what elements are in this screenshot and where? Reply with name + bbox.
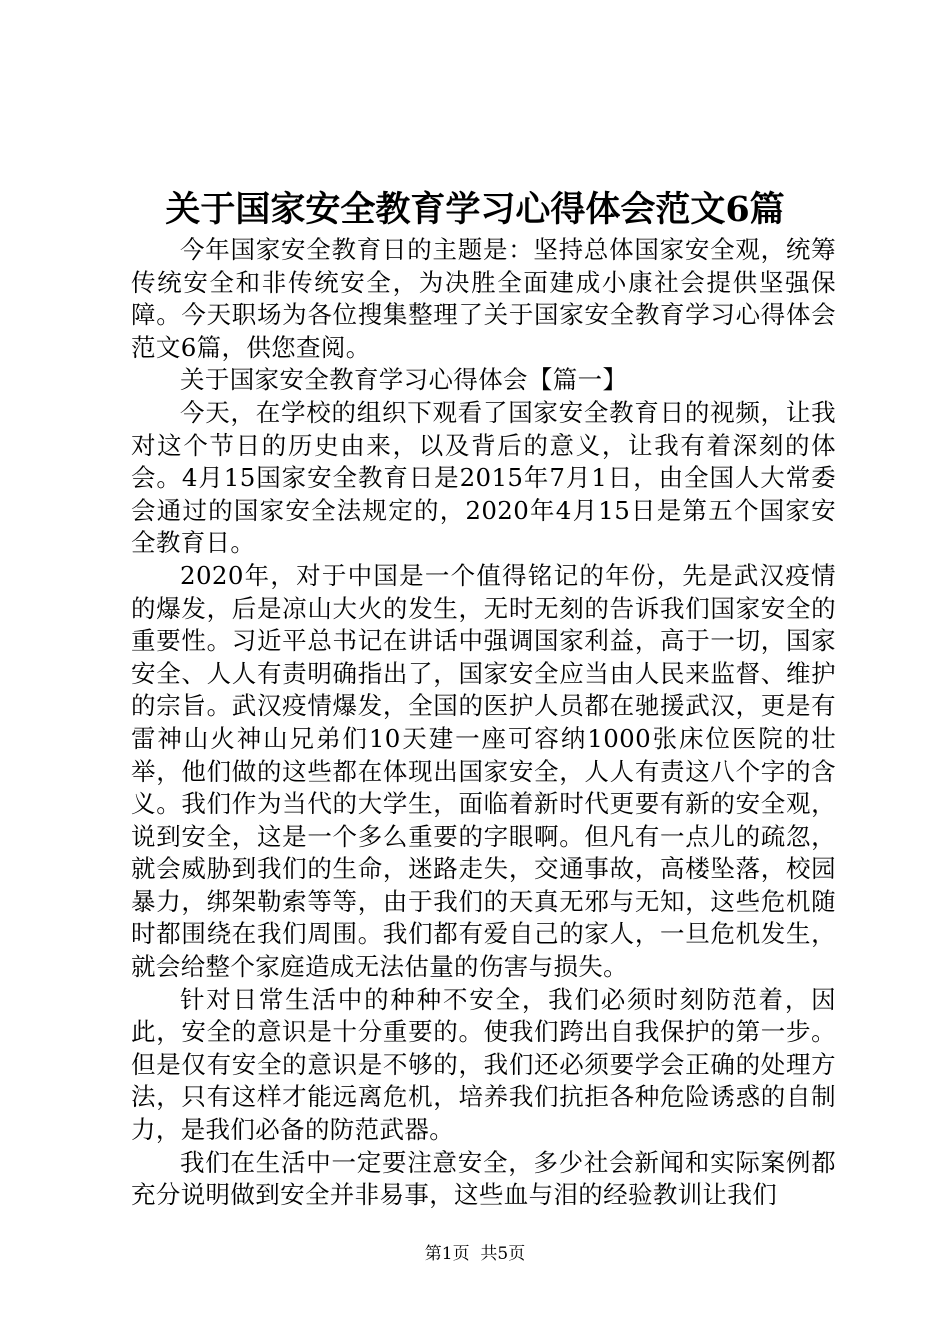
page-number-footer: 第1页 共5页 [424, 1244, 526, 1264]
section-heading: 关于国家安全教育学习心得体会【篇一】 [180, 365, 628, 395]
body-paragraph: 我们在生活中一定要注意安全，多少社会新闻和实际案例都充分说明做到安全并非易事，这些血与泪的经验教训让我们 [131, 1147, 836, 1210]
body-paragraph: 针对日常生活中的种种不安全，我们必须时刻防范着，因此，安全的意识是十分重要的。使我们跨出自我保护的第一步。但是仅有安全的意识是不够的，我们还必须要学会正确的处理方法，只有这样才能远离危机，培养我们抗拒各种危险诱惑的自制力，是我们必备的防范武器。 [131, 984, 836, 1145]
document-title: 关于国家安全教育学习心得体会范文6篇 [165, 189, 785, 230]
body-paragraph: 今天，在学校的组织下观看了国家安全教育日的视频，让我对这个节日的历史由来，以及背后的意义，让我有着深刻的体会。4月15国家安全教育日是2015年7月1日，由全国人大常委会通过的国家安全法规定的，2020年4月15日是第五个国家安全教育日。 [131, 397, 836, 558]
document-body [131, 234, 836, 1212]
intro-paragraph: 今年国家安全教育日的主题是：坚持总体国家安全观，统筹传统安全和非传统安全，为决胜全面建成小康社会提供坚强保障。今天职场为各位搜集整理了关于国家安全教育学习心得体会范文6篇，供您查阅。 [131, 235, 836, 362]
body-paragraph: 2020年，对于中国是一个值得铭记的年份，先是武汉疫情的爆发，后是凉山大火的发生，无时无刻的告诉我们国家安全的重要性。习近平总书记在讲话中强调国家利益，高于一切，国家安全、人人有责明确指出了，国家安全应当由人民来监督、维护的宗旨。武汉疫情爆发，全国的医护人员都在驰援武汉，更是有雷神山火神山兄弟们10天建一座可容纳1000张床位医院的壮举，他们做的这些都在体现出国家安全，人人有责这八个字的含义。我们作为当代的大学生，面临着新时代更要有新的安全观，说到安全，这是一个多么重要的字眼啊。但凡有一点儿的疏忽，就会威胁到我们的生命，迷路走失，交通事故，高楼坠落，校园暴力，绑架勒索等等，由于我们的天真无邪与无知，这些危机随时都围绕在我们周围。我们都有爱自己的家人，一旦危机发生，就会给整个家庭造成无法估量的伤害与损失。 [131, 560, 836, 982]
